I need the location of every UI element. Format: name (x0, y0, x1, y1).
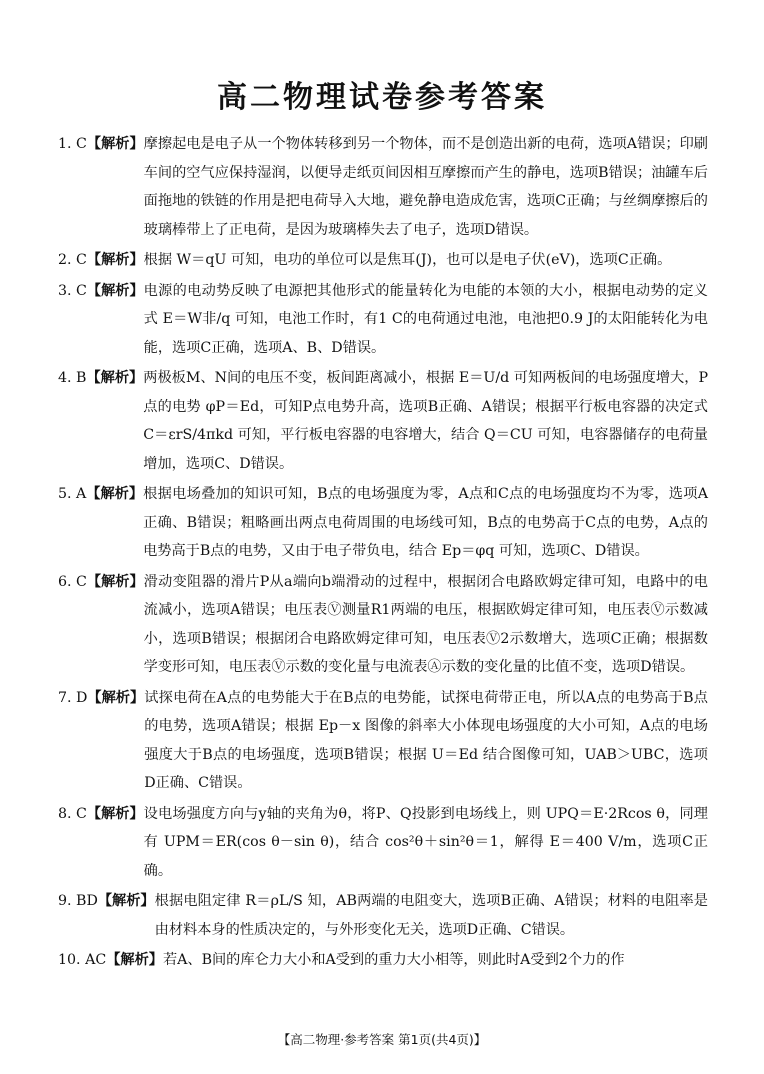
page-footer: 【高二物理·参考答案 第1页(共4页)】 (277, 1032, 487, 1047)
answer-item-6 (58, 568, 708, 682)
analysis-tag: 【解析】 (86, 573, 144, 590)
page-title: 高二物理试卷参考答案 (217, 80, 547, 115)
answer-item-2 (58, 246, 708, 275)
answer-item-1 (58, 130, 708, 244)
analysis-tag: 【解析】 (86, 252, 144, 268)
answer-text: 电源的电动势反映了电源把其他形式的能量转化为电能的本领的大小，根据电动势的定义式 E＝W非/q 可知，电池工作时，有1 C的电荷通过电池，电池把0.9 J的太阳能转化为电能，选项C正确，选项A、B、D错误。 (143, 282, 708, 356)
answer-number: 6. C (58, 573, 87, 590)
analysis-tag: 【解析】 (106, 952, 163, 968)
analysis-tag: 【解析】 (86, 282, 144, 299)
answer-number: 2. C (58, 252, 87, 268)
answer-text: 两极板M、N间的电压不变，板间距离减小，根据 E＝U/d 可知两板间的电场强度增大，P点的电势 φP＝Ed，可知P点电势升高，选项B正确、A错误；根据平行板电容器的决定式 C＝εrS/4πkd 可知，平行板电容器的电容增大，结合 Q＝CU 可知，电容器储存的电荷量增加，选项C、D错误。 (143, 370, 708, 472)
answer-text: 摩擦起电是电子从一个物体转移到另一个物体，而不是创造出新的电荷，选项A错误；印刷车间的空气应保持湿润，以便导走纸页间因相互摩擦而产生的静电，选项B错误；油罐车后面拖地的铁链的作用是把电荷导入大地，避免静电造成危害，选项C正确；与丝绸摩擦后的玻璃棒带上了正电荷，是因为玻璃棒失去了电子，选项D错误。 (143, 136, 708, 238)
analysis-tag: 【解析】 (86, 370, 144, 386)
answer-item-5 (58, 480, 708, 566)
answer-text: 滑动变阻器的滑片P从a端向b端滑动的过程中，根据闭合电路欧姆定律可知，电路中的电流减小，选项A错误；电压表Ⓥ测量R1两端的电压，根据欧姆定律可知，电压表Ⓥ示数减小，选项B错误；根据闭合电路欧姆定律可知，电压表Ⓥ2示数增大，选项C正确；根据数学变形可知，电压表Ⓥ示数的变化量与电流表Ⓐ示数的变化量的比值不变，选项D错误。 (143, 573, 708, 675)
answer-number: 4. B (58, 370, 87, 386)
answer-text: 若A、B间的库仑力大小和A受到的重力大小相等，则此时A受到2个力的作 (162, 952, 625, 968)
answer-number: 8. C (58, 805, 87, 822)
answer-item-8 (58, 800, 708, 886)
analysis-tag: 【解析】 (86, 805, 144, 822)
analysis-tag: 【解析】 (97, 893, 155, 909)
answer-number: 5. A (58, 486, 87, 502)
answer-number: 3. C (58, 282, 87, 299)
analysis-tag: 【解析】 (86, 486, 144, 502)
answer-number: 7. D (58, 689, 88, 706)
answer-item-4 (58, 364, 708, 478)
answer-text: 根据 W＝qU 可知，电功的单位可以是焦耳(J)，也可以是电子伏(eV)，选项C正确。 (143, 252, 672, 268)
answer-text: 试探电荷在A点的电势能大于在B点的电势能，试探电荷带正电，所以A点的电势高于B点的电势，选项A错误；根据 Ep－x 图像的斜率大小体现电场强度的大小可知，A点的电场强度大于B点的电场强度，选项B错误；根据 U＝Ed 结合图像可知，UAB＞UBC，选项D正确、C错误。 (144, 689, 708, 791)
answer-number: 9. BD (58, 893, 98, 909)
answer-number: 10. AC (58, 952, 107, 968)
answer-item-10 (58, 946, 708, 975)
answer-item-9 (58, 887, 708, 944)
answer-text: 设电场强度方向与y轴的夹角为θ，将P、Q投影到电场线上，则 UPQ＝E·2Rcos θ，同理有 UPM＝ER(cos θ－sin θ)，结合 cos²θ＋sin²θ＝1，解得 E＝400 V/m，选项C正确。 (143, 805, 708, 879)
answer-item-3 (58, 277, 708, 363)
analysis-tag: 【解析】 (86, 136, 144, 152)
answer-number: 1. C (58, 136, 87, 152)
analysis-tag: 【解析】 (87, 689, 145, 706)
answer-item-7 (58, 684, 708, 798)
answer-list (58, 130, 708, 975)
answer-text: 根据电场叠加的知识可知，B点的电场强度为零，A点和C点的电场强度均不为零，选项A正确、B错误；粗略画出两点电荷周围的电场线可知，B点的电势高于C点的电势，A点的电势高于B点的电势，又由于电子带负电，结合 Ep＝φq 可知，选项C、D错误。 (143, 486, 708, 559)
answer-text: 根据电阻定律 R＝ρL/S 知，AB两端的电阻变大，选项B正确、A错误；材料的电阻率是由材料本身的性质决定的，与外形变化无关，选项D正确、C错误。 (154, 893, 708, 938)
